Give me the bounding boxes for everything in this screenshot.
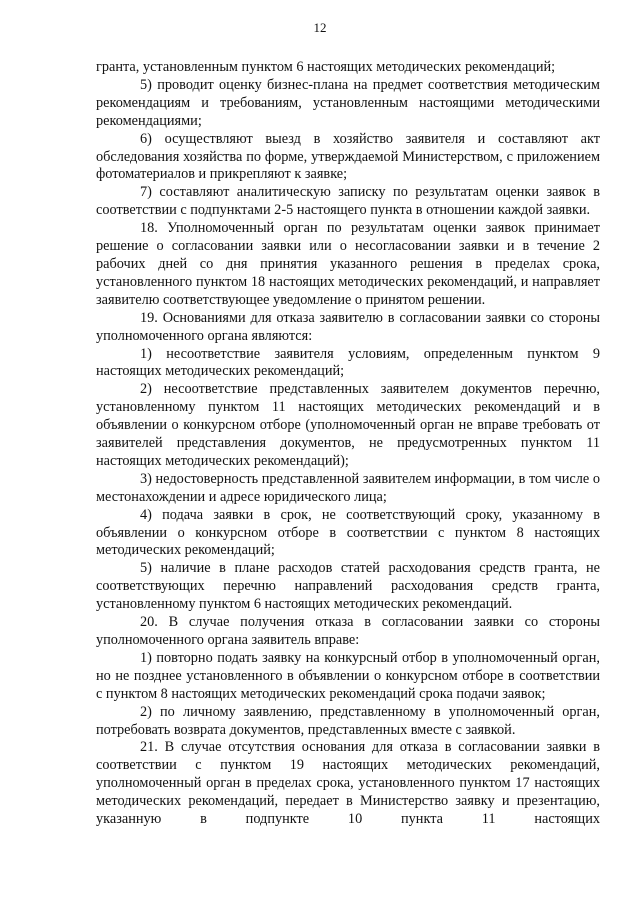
paragraph-clause-19-item-1: 1) несоответствие заявителя условиям, определенным пунктом 9 настоящих методических рекомендаций; — [96, 345, 600, 380]
paragraph-subitem-7: 7) составляют аналитическую записку по результатам оценки заявок в соответствии с подпунктами 2-5 настоящего пункта в отношении каждой заявки. — [96, 184, 600, 219]
paragraph-clause-20: 20. В случае получения отказа в согласовании заявки со стороны уполномоченного органа заявитель вправе: — [96, 614, 600, 648]
page-number: 12 — [313, 20, 327, 35]
paragraph-clause-19: 19. Основаниями для отказа заявителю в согласовании заявки со стороны уполномоченного органа являются: — [96, 309, 600, 344]
paragraph-clause-19-item-4: 4) подача заявки в срок, не соответствующий сроку, указанному в объявлении о конкурсном отборе в соответствии с пунктом 8 настоящих методических рекомендаций; — [96, 506, 600, 559]
paragraph-subitem-6: 6) осуществляют выезд в хозяйство заявителя и составляют акт обследования хозяйства по форме, утверждаемой Министерством, с приложением фотоматериалов и прикрепляют к заявке; — [96, 130, 600, 183]
paragraph-clause-19-item-2: 2) несоответствие представленных заявителем документов перечню, установленному пунктом 11 настоящих методических рекомендаций и в объявлении о конкурсном отборе (уполномоченный орган не вправе требовать от заявителей представления документов, не предусмотренных пунктом 11 настоящих методических рекомендаций); — [96, 381, 600, 469]
paragraph-clause-19-item-3: 3) недостоверность представленной заявителем информации, в том числе о местонахождении и адресе юридического лица; — [96, 470, 600, 505]
paragraph-clause-18: 18. Уполномоченный орган по результатам оценки заявок принимает решение о согласовании заявки или о несогласовании заявки и в течение 2 рабочих дней со дня принятия указанного решения в пределах срока, установленного пунктом 18 настоящих методических рекомендаций, и направляет заявителю соответствующее уведомление о принятом решении. — [96, 220, 600, 308]
paragraph-clause-21: 21. В случае отсутствия основания для отказа в согласовании заявки в соответствии с пунктом 19 настоящих методических рекомендаций, уполномоченный орган в пределах срока, установленного пунктом 17 настоящих методических рекомендаций, передает в Министерство заявку и презентацию, указанную в подпункте 10 пункта 11 настоящих — [96, 739, 600, 828]
paragraph-clause-20-item-2: 2) по личному заявлению, представленному в уполномоченный орган, потребовать возврата документов, представленных вместе с заявкой. — [96, 703, 600, 738]
paragraph-continuation: гранта, установленным пунктом 6 настоящих методических рекомендаций; — [96, 59, 556, 75]
paragraph-clause-20-item-1: 1) повторно подать заявку на конкурсный отбор в уполномоченный орган, но не позднее установленного в объявлении о конкурсном отборе в соответствии с пунктом 8 настоящих методических рекомендаций срока подачи заявок; — [96, 649, 600, 702]
paragraph-subitem-5: 5) проводит оценку бизнес-плана на предмет соответствия методическим рекомендациям и требованиям, установленным настоящими методическими рекомендациями; — [96, 76, 600, 129]
document-body — [96, 59, 600, 829]
paragraph-clause-19-item-5: 5) наличие в плане расходов статей расходования средств гранта, не соответствующих перечню направлений расходования средств гранта, установленному пунктом 6 настоящих методических рекомендаций. — [96, 560, 600, 613]
